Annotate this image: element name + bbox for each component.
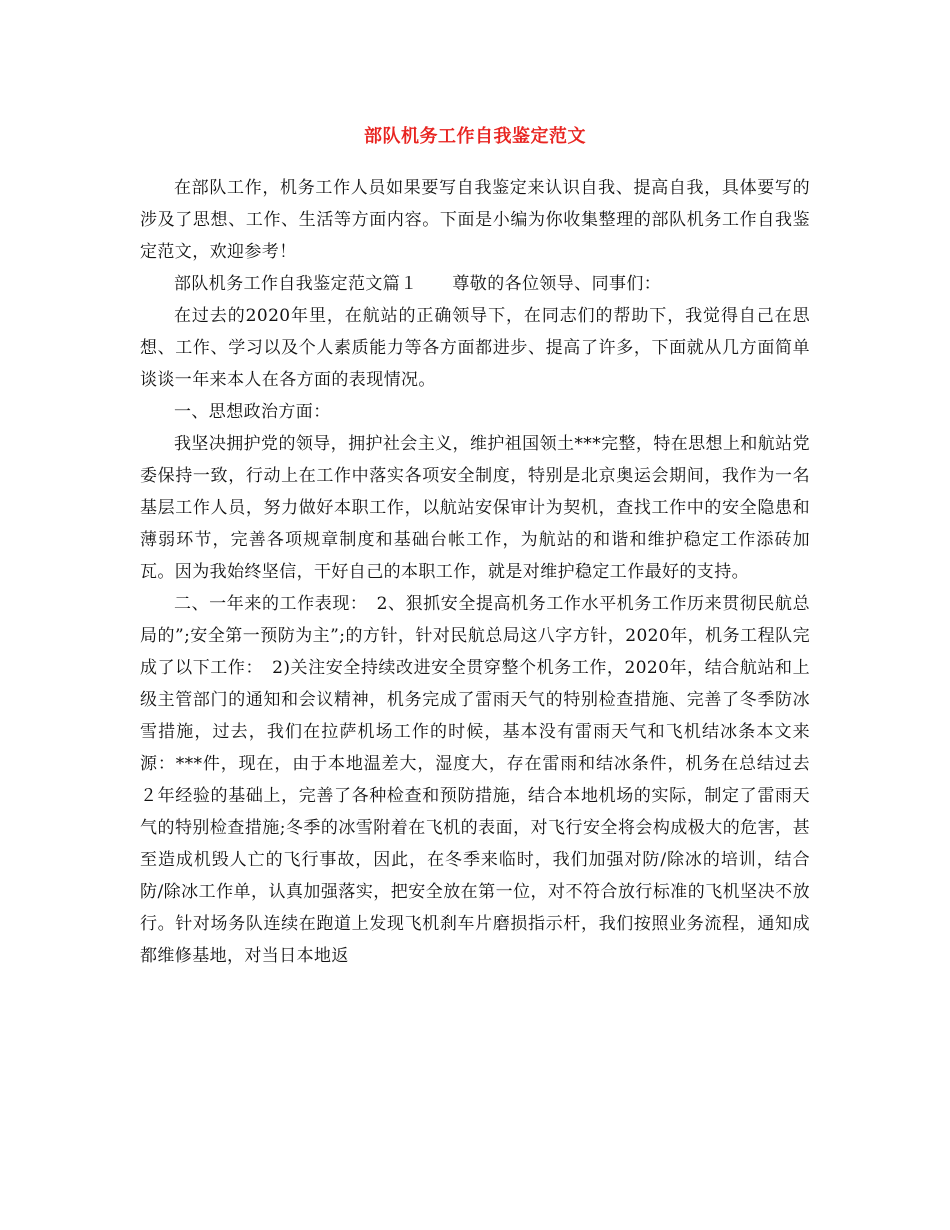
- document-body: [140, 172, 810, 972]
- paragraph-ideology: 我坚决拥护党的领导，拥护社会主义，维护祖国领土***完整，特在思想上和航站党委保持一致，行动上在工作中落实各项安全制度，特别是北京奥运会期间，我作为一名基层工作人员，努力做好本职工作，以航站安保审计为契机，查找工作中的安全隐患和薄弱环节，完善各项规章制度和基础台帐工作，为航站的和谐和维护稳定工作添砖加瓦。因为我始终坚信，干好自己的本职工作，就是对维护稳定工作最好的支持。: [140, 434, 810, 582]
- document-title: 部队机务工作自我鉴定范文: [364, 126, 586, 147]
- paragraph-work-performance: 二、一年来的工作表现： 2、狠抓安全提高机务工作水平机务工作历来贯彻民航总局的”;安全第一预防为主”;的方针，针对民航总局这八字方针，2020年，机务工程队完成了以下工作： 2)关注安全持续改进安全贯穿整个机务工作，2020年，结合航站和上级主管部门的通知和会议精神，机务完成了雷雨天气的特别检查措施、完善了冬季防冰雪措施，过去，我们在拉萨机场工作的时候，基本没有雷雨天气和飞机结冰条本文来源：***件，现在，由于本地温差大，湿度大，存在雷雨和结冰条件，机务在总结过去２年经验的基础上，完善了各种检查和预防措施，结合本地机场的实际，制定了雷雨天气的特别检查措施;冬季的冰雪附着在飞机的表面，对飞行安全将会构成极大的危害，甚至造成机毁人亡的飞行事故，因此，在冬季来临时，我们加强对防/除冰的培训，结合防/除冰工作单，认真加强落实，把安全放在第一位，对不符合放行标准的飞机坚决不放行。针对场务队连续在跑道上发现飞机刹车片磨损指示杆，我们按照业务流程，通知成都维修基地，对当日本地返: [140, 594, 810, 966]
- paragraph-intro: 在部队工作，机务工作人员如果要写自我鉴定来认识自我、提高自我，具体要写的涉及了思想、工作、生活等方面内容。下面是小编为你收集整理的部队机务工作自我鉴定范文，欢迎参考！: [140, 178, 810, 262]
- paragraph-review: 在过去的2020年里，在航站的正确领导下，在同志们的帮助下，我觉得自己在思想、工作、学习以及个人素质能力等各方面都进步、提高了许多，下面就从几方面简单谈谈一年来本人在各方面的表现情况。: [140, 306, 810, 390]
- paragraph-heading-salutation: 部队机务工作自我鉴定范文篇１ 尊敬的各位领导、同事们：: [174, 274, 662, 294]
- section-heading-ideology: 一、思想政治方面：: [174, 402, 331, 422]
